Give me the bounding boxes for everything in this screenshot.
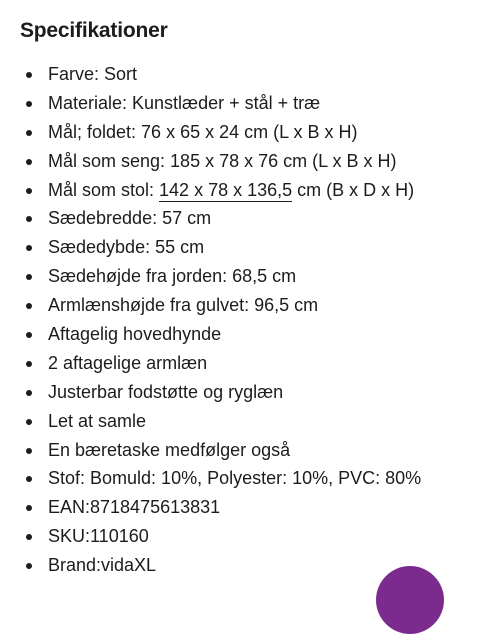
spec-text: SKU:110160 (48, 526, 149, 547)
list-item (0, 262, 497, 291)
bullet-icon (26, 563, 32, 569)
list-item (0, 349, 497, 378)
list-item (0, 493, 497, 522)
spec-text: Farve: Sort (48, 64, 138, 84)
bullet-icon (26, 101, 32, 107)
spec-text: EAN:8718475613831 (48, 497, 221, 518)
list-item (0, 436, 497, 465)
bullet-icon (26, 159, 32, 165)
bullet-icon (26, 419, 32, 425)
spec-text: Sædedybde: 55 cm (48, 237, 205, 258)
bullet-icon (26, 245, 32, 251)
bullet-icon (26, 216, 32, 222)
spec-text: Sædebredde: 57 cm (48, 208, 212, 229)
bullet-icon (26, 72, 32, 78)
spec-text: Brand:vidaXL (48, 555, 157, 576)
spec-text: En bæretaske medfølger også (48, 439, 291, 460)
list-item (0, 464, 497, 493)
spec-text: Materiale: Kunstlæder + stål + træ (48, 92, 321, 113)
bullet-icon (26, 390, 32, 396)
bullet-icon (26, 505, 32, 511)
specifications-list (0, 60, 497, 580)
list-item (0, 118, 497, 147)
spec-suffix: cm (B x D x H) (292, 179, 415, 200)
spec-text: Armlænshøjde fra gulvet: 96,5 cm (48, 295, 319, 316)
list-item (0, 176, 497, 205)
list-item (0, 204, 497, 233)
bullet-icon (26, 130, 32, 136)
section-title: Specifikationer (20, 19, 168, 42)
spec-prefix: Mål som stol: (48, 179, 160, 200)
bullet-icon (26, 303, 32, 309)
spec-text: Let at samle (48, 410, 147, 431)
spec-text: Stof: Bomuld: 10%, Polyester: 10%, PVC: 80% (48, 468, 422, 489)
list-item (0, 291, 497, 320)
spec-text: Mål som seng: 185 x 78 x 76 cm (L x B x H) (48, 150, 397, 171)
chat-icon[interactable] (376, 566, 444, 634)
chair-dimensions-link[interactable]: 142 x 78 x 136,5 (159, 179, 293, 200)
list-item (0, 320, 497, 349)
list-item (0, 89, 497, 118)
bullet-icon (26, 476, 32, 482)
list-item (0, 407, 497, 436)
list-item (0, 378, 497, 407)
spec-text: Justerbar fodstøtte og ryglæn (48, 381, 284, 402)
list-item (0, 522, 497, 551)
bullet-icon (26, 361, 32, 367)
bullet-icon (26, 274, 32, 280)
bullet-icon (26, 448, 32, 454)
list-item (0, 60, 497, 89)
spec-text: Sædehøjde fra jorden: 68,5 cm (48, 266, 297, 287)
bullet-icon (26, 534, 32, 540)
bullet-icon (26, 188, 32, 194)
spec-text: Aftagelig hovedhynde (48, 324, 222, 345)
bullet-icon (26, 332, 32, 338)
spec-text: 2 aftagelige armlæn (48, 352, 208, 373)
list-item (0, 233, 497, 262)
list-item (0, 147, 497, 176)
spec-text: Mål; foldet: 76 x 65 x 24 cm (L x B x H) (48, 121, 358, 142)
